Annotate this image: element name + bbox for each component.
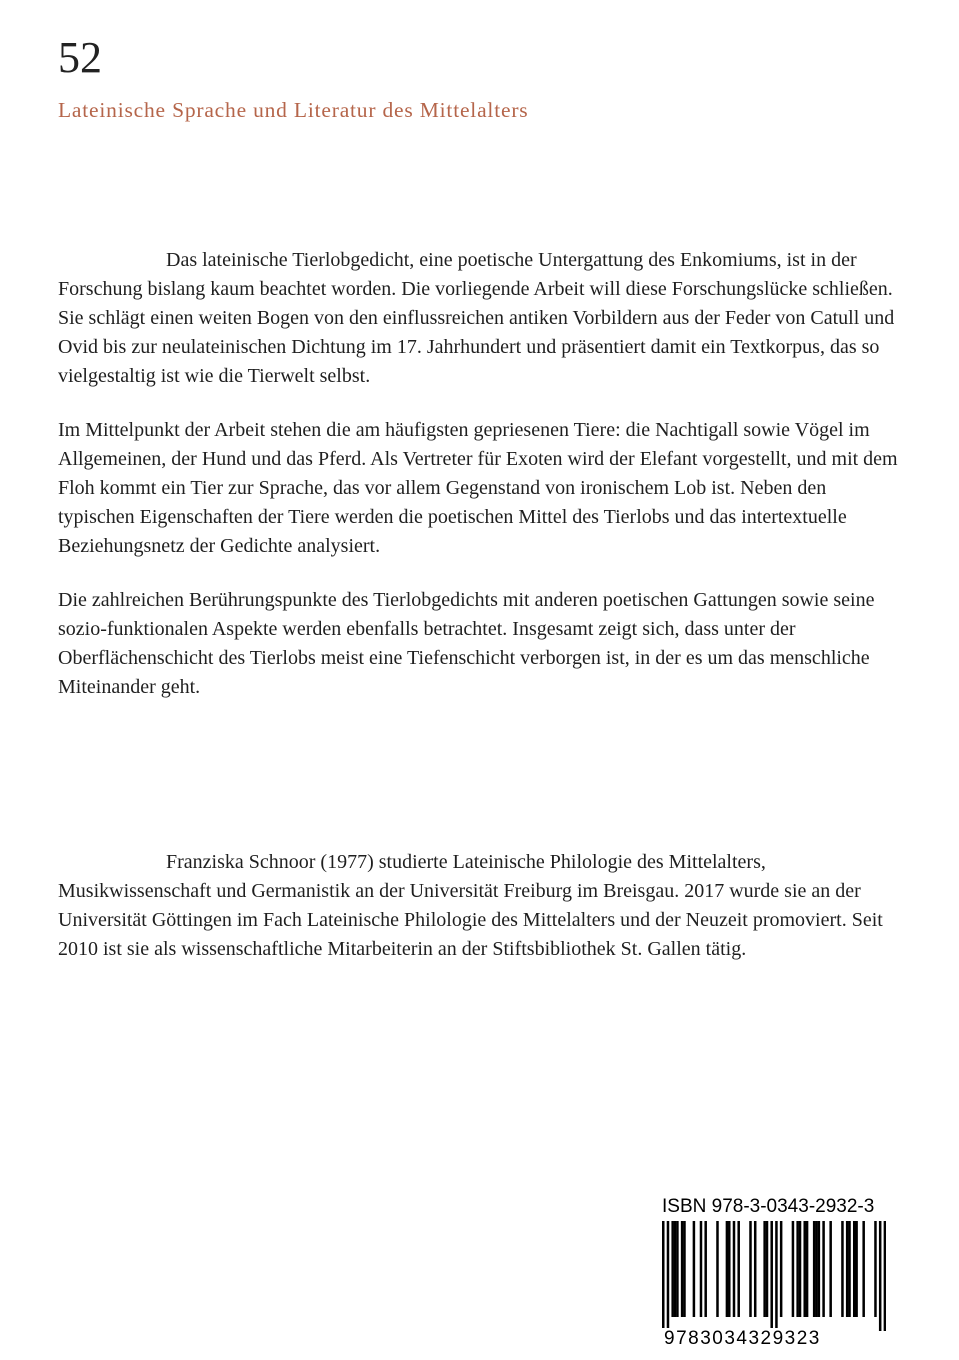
book-blurb — [58, 246, 903, 727]
author-bio-text: Franziska Schnoor (1977) studierte Lateinische Philologie des Mittelalters, Musikwissenschaft und Germanistik an der Universität Freiburg im Breisgau. 2017 wurde sie an der Universität Göttingen im Fach Lateinische Philologie des Mittelalters und der Neuzeit promoviert. Seit 2010 ist sie als wissenschaftliche Mitarbeiterin an der Stiftsbibliothek St. Gallen tätig. — [58, 851, 883, 960]
series-number: 52 — [58, 33, 102, 82]
ean-digits: 9783034329323 — [664, 1328, 821, 1349]
barcode-icon — [662, 1221, 886, 1331]
blurb-paragraph-2: Im Mittelpunkt der Arbeit stehen die am häufigsten gepriesenen Tiere: die Nachtigall sowie Vögel im Allgemeinen, der Hund und das Pferd. Als Vertreter für Exoten wird der Elefant vorgestellt, und mit dem Floh kommt ein Tier zur Sprache, das vor allem Gegenstand von ironischem Lob ist. Neben den typischen Eigenschaften der Tiere werden die poetischen Mittel des Tierlobs und das intertextuelle Beziehungsnetz der Gedichte analysiert. — [58, 419, 898, 557]
isbn-label: ISBN 978-3-0343-2932-3 — [662, 1196, 875, 1217]
blurb-paragraph-1: Das lateinische Tierlobgedicht, eine poetische Untergattung des Enkomiums, ist in der Forschung bislang kaum beachtet worden. Die vorliegende Arbeit will diese Forschungslücke schließen. Sie schlägt einen weiten Bogen von den einflussreichen antiken Vorbildern aus der Feder von Catull und Ovid bis zur neulateinischen Dichtung im 17. Jahrhundert und präsentiert damit ein Textkorpus, das so vielgestaltig ist wie die Tierwelt selbst. — [58, 249, 895, 387]
isbn-block — [662, 1196, 886, 1350]
author-bio — [58, 848, 903, 964]
blurb-paragraph-3: Die zahlreichen Berührungspunkte des Tierlobgedichts mit anderen poetischen Gattungen sowie seine sozio-funktionalen Aspekte werden ebenfalls betrachtet. Insgesamt zeigt sich, dass unter der Oberflächenschicht des Tierlobs meist eine Tiefenschicht verborgen ist, in der es um das menschliche Miteinander geht. — [58, 589, 875, 698]
series-title: Lateinische Sprache und Literatur des Mittelalters — [58, 98, 529, 122]
